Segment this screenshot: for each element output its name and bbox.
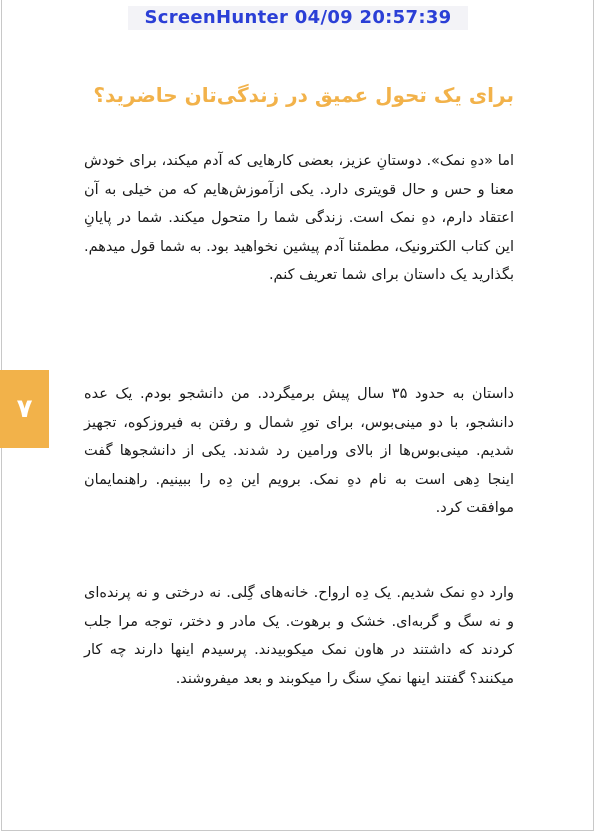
section-heading: برای یک تحول عمیق در زندگی‌تان حاضرید؟ [93,83,514,107]
paragraph-3: وارد دهِ نمک شدیم. یک دِه ارواح. خانه‌های گِلی. نه درختی و نه پرنده‌ای و نه سگ و گربه‌ای. خشک و برهوت. یک مادر و دختر، توجه مرا جلب کردند که داشتند در هاون نمک میکوبیدند. پرسیدم اینها دارند چه کار میکنند؟ گفتند اینها نمکِ سنگ را میکوبند و بعد میفروشند. [84,585,514,687]
paragraph-1: اما «دهِ نمک». دوستانِ عزیز، بعضی کارهایی که آدم میکند، برای خودش معنا و حس و حال قویتری دارد. یکی ازآموزش‌هایم که من خیلی به آن اعتقاد دارم، دهِ نمک است. زندگی شما را متحول میکند. شما در پایانِ این کتاب الکترونیک، مطمئنا آدم پیشین نخواهید بود. به شما قول میدهم. بگذارید یک داستان برای شما تعریف کنم. [84,153,514,283]
page-number-tab [0,370,49,448]
paragraph-2: داستان به حدود ۳۵ سال پیش برمیگردد. من دانشجو بودم. یک عده دانشجو، با دو مینی‌بوس، برای تورِ شمال و رفتن به فیروزکوه، تجهیز شدیم. مینی‌بوس‌ها از بالای ورامین رد شدند. یکی از دانشجوها گفت اینجا دِهی است به نام دهِ نمک. برویم این دِه را ببینیم. راهنمایمان موافقت کرد. [84,386,514,516]
page-number: ۷ [16,394,33,424]
screenshot-watermark: ScreenHunter 04/09 20:57:39 [128,6,468,30]
